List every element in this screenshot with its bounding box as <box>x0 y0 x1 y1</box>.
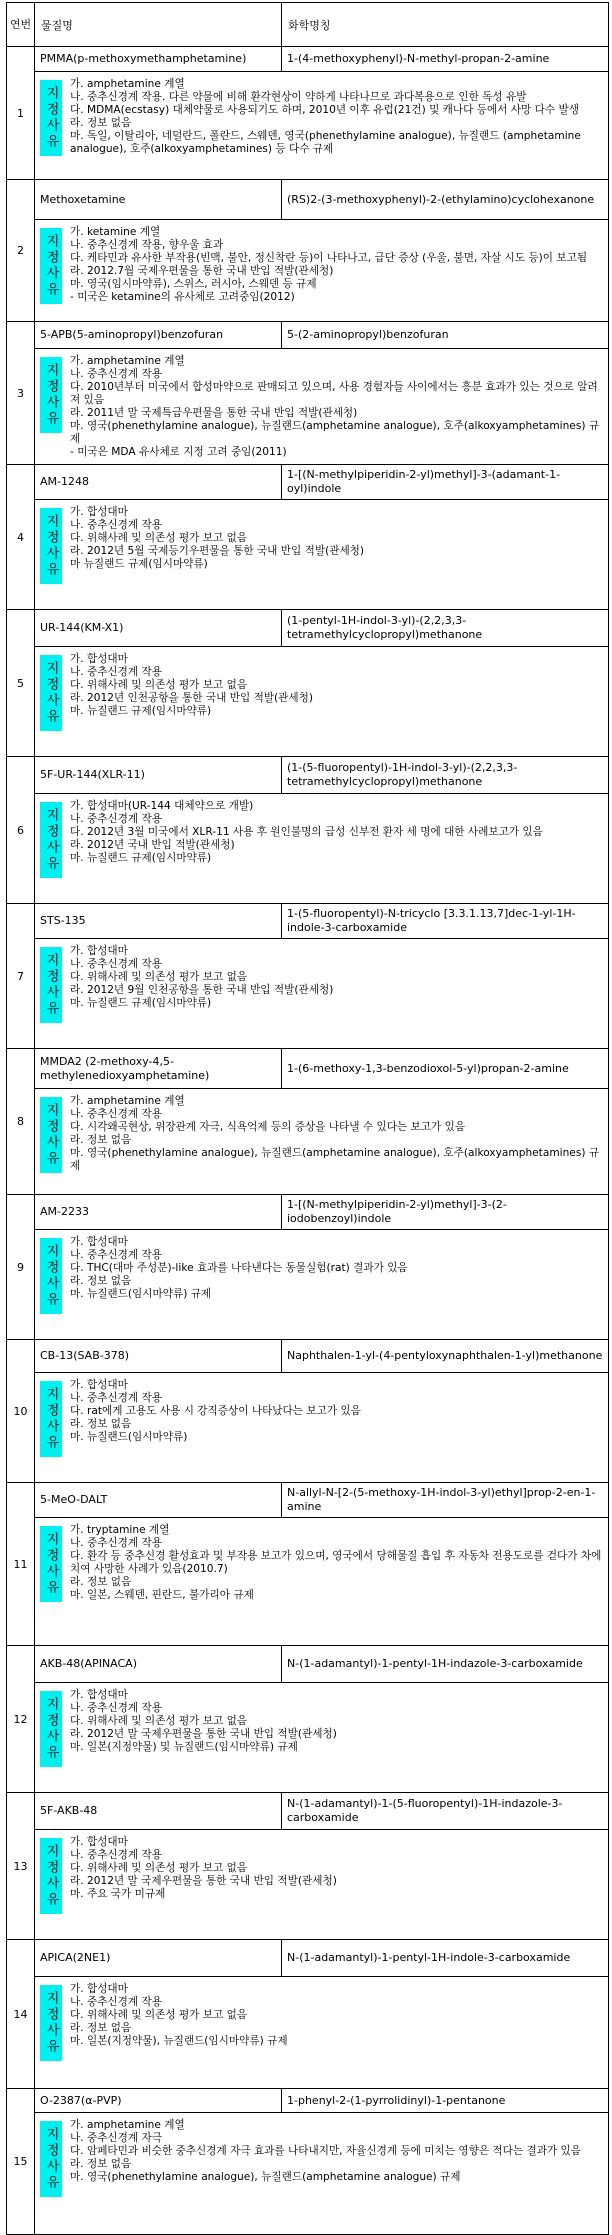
table-row <box>7 180 609 220</box>
designation-reason-label: 지정사유 <box>43 86 59 150</box>
reasons-list <box>70 2119 604 2184</box>
substance-name: UR-144(KM-X1) <box>35 610 282 647</box>
reason-item: 마. 일본(지정약물) 및 뉴질랜드(임시마약류) 규제 <box>70 1741 298 1753</box>
substance-name: CB-13(SAB-378) <box>35 1340 282 1373</box>
reasons-wrapper <box>35 794 608 882</box>
reasons-wrapper <box>35 2113 608 2201</box>
table-row <box>7 1940 609 1977</box>
reasons-wrapper <box>35 1518 608 1606</box>
reason-item: 마. 영국(phenethylamine analogue), 뉴질랜드(amphetamine analogue) 규제 <box>70 2171 461 2183</box>
reason-item: 나. 중추신경계 작용 <box>70 1108 162 1120</box>
reason-item: 다. 암페타민과 비슷한 중추신경계 자극 효과를 나타내지만, 자율신경계 등에 미치는 영향은 적다는 결과가 있음 <box>70 2145 582 2157</box>
substance-name: APICA(2NE1) <box>35 1940 282 1977</box>
chemical-name: N-(1-adamantyl)-1-pentyl-1H-indole-3-carboxamide <box>282 1940 609 1977</box>
designation-reason-badge <box>40 1691 62 1767</box>
designation-reason-badge <box>40 1838 62 1914</box>
reasons-wrapper <box>35 1683 608 1771</box>
reason-row <box>7 500 609 610</box>
reason-row <box>7 72 609 180</box>
designation-reasons-cell <box>35 794 609 904</box>
reason-item: 마. 주요 국가 미규제 <box>70 1888 166 1900</box>
chemical-name: 1-phenyl-2-(1-pyrrolidinyl)-1-pentanone <box>282 2089 609 2113</box>
designation-reason-badge <box>40 802 62 878</box>
reason-item: 마. 뉴질랜드(임시마약류) <box>70 1431 188 1443</box>
designation-reason-badge <box>40 1985 62 2061</box>
table-row <box>7 610 609 647</box>
reasons-wrapper <box>35 1977 608 2065</box>
designation-reasons-cell <box>35 1977 609 2089</box>
reason-item: 나. 중추신경계 작용 <box>70 1249 162 1261</box>
designation-reasons-cell <box>35 220 609 322</box>
reason-item: 가. amphetamine 계열 <box>70 355 185 367</box>
reasons-list <box>70 1095 604 1173</box>
table-row <box>7 1049 609 1089</box>
reason-item: 다. THC(대마 주성분)-like 효과를 나타낸다는 동물실험(rat) 결과가 있음 <box>70 1262 408 1274</box>
designation-reason-label: 지정사유 <box>43 1532 59 1596</box>
reasons-list <box>70 945 604 1010</box>
reason-item: 가. amphetamine 계열 <box>70 1095 185 1107</box>
reason-item: 라. 정보 없음 <box>70 1134 132 1146</box>
reason-item: 다. rat에게 고용도 사용 시 강직증상이 나타났다는 보고가 있음 <box>70 1405 361 1417</box>
table-row <box>7 1793 609 1830</box>
designation-reason-badge <box>40 80 62 156</box>
reason-row <box>7 1089 609 1195</box>
chemical-name: 1-[(N-methylpiperidin-2-yl)methyl]-3-(2-iodobenzoyl)indole <box>282 1195 609 1230</box>
reasons-list <box>70 1836 604 1901</box>
reason-item: 가. 합성대마 <box>70 653 128 665</box>
reasons-list <box>70 1236 604 1301</box>
substance-name: 5F-AKB-48 <box>35 1793 282 1830</box>
substance-name: O-2387(α-PVP) <box>35 2089 282 2113</box>
designation-reasons-cell <box>35 647 609 757</box>
reason-item: 나. 중추신경계 작용 <box>70 1392 162 1404</box>
reason-item: 다. 환각 등 중추신경 활성효과 및 부작용 보고가 있으며, 영국에서 당해물질 흡입 후 자동차 전용도로를 걷다가 차에 치여 사망한 사례가 있음(2010.7) <box>70 1550 602 1575</box>
reason-item: 라. 정보 없음 <box>70 117 132 129</box>
row-number: 4 <box>7 465 35 610</box>
reason-row <box>7 1830 609 1940</box>
chemical-name: 1-(4-methoxyphenyl)-N-methyl-propan-2-amine <box>282 47 609 72</box>
substance-name: AM-1248 <box>35 465 282 500</box>
table-row <box>7 47 609 72</box>
designation-reason-badge <box>40 228 62 304</box>
designation-reason-badge <box>40 1238 62 1314</box>
reason-row <box>7 647 609 757</box>
reason-item: 가. 합성대마 <box>70 1379 128 1391</box>
reason-item: 라. 2012년 5월 국제등기우편물을 통한 국내 반입 적발(관세청) <box>70 545 365 557</box>
reason-row <box>7 220 609 322</box>
designation-reasons-cell <box>35 2113 609 2235</box>
substance-name: 5-MeO-DALT <box>35 1483 282 1518</box>
reason-item: 다. 위해사례 및 의존성 평가 보고 없음 <box>70 532 248 544</box>
reasons-list <box>70 506 604 571</box>
chemical-name: (1-pentyl-1H-indol-3-yl)-(2,2,3,3-tetramethylcyclopropyl)methanone <box>282 610 609 647</box>
reason-item: 마. 뉴질랜드 규제(임시마약류) <box>70 705 212 717</box>
row-number: 5 <box>7 610 35 757</box>
reasons-list <box>70 1379 604 1444</box>
chemical-name: N-(1-adamantyl)-1-(5-fluoropentyl)-1H-indazole-3-carboxamide <box>282 1793 609 1830</box>
document <box>6 2 608 2235</box>
reason-item: 마. 뉴질랜드 규제(임시마약류) <box>70 852 212 864</box>
reasons-list <box>70 355 604 459</box>
designation-reasons-cell <box>35 1518 609 1646</box>
reason-item: 다. 2010년부터 미국에서 합성마약으로 판매되고 있으며, 사용 경험자들 사이에서는 흥분 효과가 있는 것으로 알려져 있음 <box>70 381 598 406</box>
reason-item: 나. 중추신경계 작용 <box>70 519 162 531</box>
designation-reasons-cell <box>35 349 609 465</box>
header-number: 연번 <box>7 3 35 47</box>
row-number: 3 <box>7 322 35 465</box>
reason-row <box>7 349 609 465</box>
row-number: 2 <box>7 180 35 322</box>
designation-reason-badge <box>40 1526 62 1602</box>
reason-item: - 미국은 ketamine의 유사체로 고려중임(2012) <box>70 291 295 303</box>
designation-reason-label: 지정사유 <box>43 1244 59 1308</box>
row-number: 7 <box>7 904 35 1049</box>
designation-reason-label: 지정사유 <box>43 953 59 1017</box>
reason-item: 가. tryptamine 계열 <box>70 1524 170 1536</box>
substance-table <box>6 2 609 2235</box>
substance-name: AM-2233 <box>35 1195 282 1230</box>
row-number: 9 <box>7 1195 35 1340</box>
table-row <box>7 1646 609 1683</box>
reason-item: 나. 중추신경계 작용 <box>70 1996 162 2008</box>
reason-item: 다. 위해사례 및 의존성 평가 보고 없음 <box>70 1862 248 1874</box>
reason-item: 마. 영국(phenethylamine analogue), 뉴질랜드(amphetamine analogue), 호주(alkoxyamphetamines) 규제 <box>70 1147 600 1172</box>
substance-name: 5-APB(5-aminopropyl)benzofuran <box>35 322 282 349</box>
table-row <box>7 465 609 500</box>
reason-item: 가. amphetamine 계열 <box>70 2119 185 2131</box>
header-substance-name: 물질명 <box>35 3 282 47</box>
designation-reason-label: 지정사유 <box>43 514 59 578</box>
reason-item: 가. 합성대마 <box>70 1983 128 1995</box>
reason-item: 라. 2012년 인천공항을 통한 국내 반입 적발(관세청) <box>70 692 314 704</box>
reasons-wrapper <box>35 1089 608 1177</box>
reason-item: 다. 위해사례 및 의존성 평가 보고 없음 <box>70 971 248 983</box>
reason-item: 라. 정보 없음 <box>70 1576 132 1588</box>
reasons-list <box>70 1983 604 2048</box>
substance-name: PMMA(p-methoxymethamphetamine) <box>35 47 282 72</box>
reasons-wrapper <box>35 1373 608 1461</box>
reason-item: 가. 합성대마 <box>70 1689 128 1701</box>
reason-item: 라. 정보 없음 <box>70 1418 132 1430</box>
chemical-name: (RS)2-(3-methoxyphenyl)-2-(ethylamino)cyclohexanone <box>282 180 609 220</box>
table-row <box>7 904 609 939</box>
row-number: 10 <box>7 1340 35 1483</box>
reason-item: 다. 위해사례 및 의존성 평가 보고 없음 <box>70 679 248 691</box>
header-chemical-name: 화학명칭 <box>282 3 609 47</box>
reasons-list <box>70 78 604 156</box>
reason-item: 마. 뉴질랜드 규제(임시마약류) <box>70 997 212 1009</box>
designation-reasons-cell <box>35 1230 609 1340</box>
reason-row <box>7 2113 609 2235</box>
designation-reasons-cell <box>35 1089 609 1195</box>
reason-item: 가. 합성대마(UR-144 대체약으로 개발) <box>70 800 254 812</box>
reason-item: 나. 중추신경계 작용 <box>70 958 162 970</box>
reason-item: 나. 중추신경계 작용 <box>70 368 162 380</box>
reason-item: 가. 합성대마 <box>70 1836 128 1848</box>
reason-item: 다. 위해사례 및 의존성 평가 보고 없음 <box>70 2009 248 2021</box>
reason-item: 다. 2012년 3월 미국에서 XLR-11 사용 후 원인불명의 급성 신부전 환자 세 명에 대한 사례보고가 있음 <box>70 826 543 838</box>
designation-reason-label: 지정사유 <box>43 661 59 725</box>
row-number: 12 <box>7 1646 35 1793</box>
row-number: 13 <box>7 1793 35 1940</box>
designation-reason-badge <box>40 508 62 584</box>
substance-name: MMDA2 (2-methoxy-4,5-methylenedioxyamphetamine) <box>35 1049 282 1089</box>
row-number: 6 <box>7 757 35 904</box>
reasons-list <box>70 800 604 865</box>
chemical-name: 5-(2-aminopropyl)benzofuran <box>282 322 609 349</box>
reason-item: 라. 정보 없음 <box>70 1275 132 1287</box>
chemical-name: N-allyl-N-[2-(5-methoxy-1H-indol-3-yl)ethyl]prop-2-en-1-amine <box>282 1483 609 1518</box>
table-row <box>7 1340 609 1373</box>
chemical-name: Naphthalen-1-yl-(4-pentyloxynaphthalen-1-yl)methanone <box>282 1340 609 1373</box>
reason-item: 라. 2012년 9월 인천공항을 통한 국내 반입 적발(관세청) <box>70 984 334 996</box>
designation-reason-label: 지정사유 <box>43 2127 59 2191</box>
reason-item: 나. 중추신경계 작용 <box>70 1702 162 1714</box>
reason-item: 가. ketamine 계열 <box>70 226 161 238</box>
designation-reason-label: 지정사유 <box>43 1991 59 2055</box>
designation-reasons-cell <box>35 1683 609 1793</box>
reason-item: - 미국은 MDA 유사체로 지정 고려 중임(2011) <box>70 446 287 458</box>
reasons-wrapper <box>35 647 608 735</box>
reason-item: 라. 2012.7월 국제우편물을 통한 국내 반입 적발(관세청) <box>70 265 334 277</box>
reason-item: 나. 중추신경계 작용 <box>70 813 162 825</box>
reason-item: 라. 2012년 말 국제우편물을 통한 국내 반입 적발(관세청) <box>70 1875 337 1887</box>
designation-reasons-cell <box>35 72 609 180</box>
table-row <box>7 1483 609 1518</box>
reason-row <box>7 1977 609 2089</box>
designation-reason-label: 지정사유 <box>43 1697 59 1761</box>
reason-row <box>7 794 609 904</box>
reason-item: 라. 2011년 말 국제특급우편물을 통한 국내 반입 적발(관세청) <box>70 407 358 419</box>
reasons-list <box>70 226 604 304</box>
reason-row <box>7 1373 609 1483</box>
row-number: 8 <box>7 1049 35 1195</box>
row-number: 1 <box>7 47 35 180</box>
reason-item: 다. MDMA(ecstasy) 대체약물로 사용되기도 하며, 2010년 이후 유럽(21건) 및 캐나다 등에서 사망 다수 발생 <box>70 104 579 116</box>
designation-reason-label: 지정사유 <box>43 1844 59 1908</box>
reasons-wrapper <box>35 349 608 463</box>
substance-name: AKB-48(APINACA) <box>35 1646 282 1683</box>
designation-reason-label: 지정사유 <box>43 1103 59 1167</box>
reason-row <box>7 1518 609 1646</box>
header-row <box>7 3 609 47</box>
reasons-wrapper <box>35 1830 608 1918</box>
reason-row <box>7 1683 609 1793</box>
reason-item: 라. 2012년 말 국제우편물을 통한 국내 반입 적발(관세청) <box>70 1728 337 1740</box>
table-row <box>7 757 609 794</box>
designation-reason-badge <box>40 947 62 1023</box>
reasons-wrapper <box>35 1230 608 1318</box>
reason-item: 나. 중추신경계 작용. 다른 약물에 비해 환각현상이 약하게 나타나므로 과다복용으로 인한 독성 유발 <box>70 91 527 103</box>
reason-item: 가. amphetamine 계열 <box>70 78 185 90</box>
designation-reason-label: 지정사유 <box>43 363 59 427</box>
reason-item: 가. 합성대마 <box>70 1236 128 1248</box>
designation-reason-label: 지정사유 <box>43 1387 59 1451</box>
reason-item: 마. 일본, 스웨덴, 핀란드, 불가리아 규제 <box>70 1589 254 1601</box>
reason-item: 라. 정보 없음 <box>70 2022 132 2034</box>
chemical-name: 1-(5-fluoropentyl)-N-tricyclo [3.3.1.13,7]dec-1-yl-1H-indole-3-carboxamide <box>282 904 609 939</box>
reason-item: 나. 중추신경계 작용 <box>70 1537 162 1549</box>
designation-reason-badge <box>40 1097 62 1173</box>
chemical-name: N-(1-adamantyl)-1-pentyl-1H-indazole-3-carboxamide <box>282 1646 609 1683</box>
reasons-wrapper <box>35 72 608 160</box>
table-row <box>7 1195 609 1230</box>
chemical-name: 1-[(N-methylpiperidin-2-yl)methyl]-3-(adamant-1-oyl)indole <box>282 465 609 500</box>
designation-reasons-cell <box>35 500 609 610</box>
reason-item: 마. 영국(phenethylamine analogue), 뉴질랜드(amphetamine analogue), 호주(alkoxyamphetamines) 규제 <box>70 420 600 445</box>
row-number: 14 <box>7 1940 35 2089</box>
reason-item: 마. 독일, 이탈리아, 네덜란드, 폴란드, 스웨덴, 영국(phenethylamine analogue), 뉴질랜드 (amphetamine analogue), 호주(alkoxyamphetamines) 등 다수 규제 <box>70 130 581 155</box>
reason-item: 가. 합성대마 <box>70 945 128 957</box>
substance-name: STS-135 <box>35 904 282 939</box>
reason-item: 라. 정보 없음 <box>70 2158 132 2170</box>
reason-item: 마. 일본(지정약물), 뉴질랜드(임시마약류) 규제 <box>70 2035 288 2047</box>
table-row <box>7 322 609 349</box>
designation-reason-badge <box>40 1381 62 1457</box>
substance-name: Methoxetamine <box>35 180 282 220</box>
reason-item: 라. 2012년 국내 반입 적발(관세청) <box>70 839 235 851</box>
designation-reason-badge <box>40 357 62 433</box>
reason-row <box>7 1230 609 1340</box>
reason-row <box>7 939 609 1049</box>
reason-item: 나. 중추신경계 작용 <box>70 1849 162 1861</box>
reason-item: 다. 시각왜곡현상, 위장관계 자극, 식욕억제 등의 증상을 나타낼 수 있다는 보고가 있음 <box>70 1121 466 1133</box>
row-number: 11 <box>7 1483 35 1646</box>
table-row <box>7 2089 609 2113</box>
designation-reason-badge <box>40 655 62 731</box>
reasons-wrapper <box>35 500 608 588</box>
designation-reasons-cell <box>35 1373 609 1483</box>
reason-item: 다. 위해사례 및 의존성 평가 보고 없음 <box>70 1715 248 1727</box>
reason-item: 마. 영국(임시마약류), 스위스, 러시아, 스웨덴 등 규제 <box>70 278 317 290</box>
reason-item: 마. 뉴질랜드(임시마약류) 규제 <box>70 1288 212 1300</box>
reason-item: 다. 케타민과 유사한 부작용(빈맥, 불안, 정신착란 등)이 나타나고, 급단 증상 (우울, 불면, 자살 시도 등)이 보고됨 <box>70 252 588 264</box>
reasons-list <box>70 653 604 718</box>
reasons-list <box>70 1689 604 1754</box>
designation-reason-label: 지정사유 <box>43 808 59 872</box>
designation-reasons-cell <box>35 939 609 1049</box>
reason-item: 마 뉴질랜드 규제(임시마약류) <box>70 558 208 570</box>
designation-reasons-cell <box>35 1830 609 1940</box>
reason-item: 나. 중추신경계 작용, 향우울 효과 <box>70 239 224 251</box>
reasons-list <box>70 1524 604 1602</box>
designation-reason-badge <box>40 2121 62 2197</box>
reasons-wrapper <box>35 939 608 1027</box>
reason-item: 나. 중추신경계 작용 <box>70 666 162 678</box>
designation-reason-label: 지정사유 <box>43 234 59 298</box>
substance-name: 5F-UR-144(XLR-11) <box>35 757 282 794</box>
chemical-name: (1-(5-fluoropentyl)-1H-indol-3-yl)-(2,2,3,3-tetramethylcyclopropyl)methanone <box>282 757 609 794</box>
table-body <box>7 47 609 2235</box>
chemical-name: 1-(6-methoxy-1,3-benzodioxol-5-yl)propan-2-amine <box>282 1049 609 1089</box>
row-number: 15 <box>7 2089 35 2235</box>
reason-item: 가. 합성대마 <box>70 506 128 518</box>
reasons-wrapper <box>35 220 608 308</box>
reason-item: 나. 중추신경계 자극 <box>70 2132 162 2144</box>
